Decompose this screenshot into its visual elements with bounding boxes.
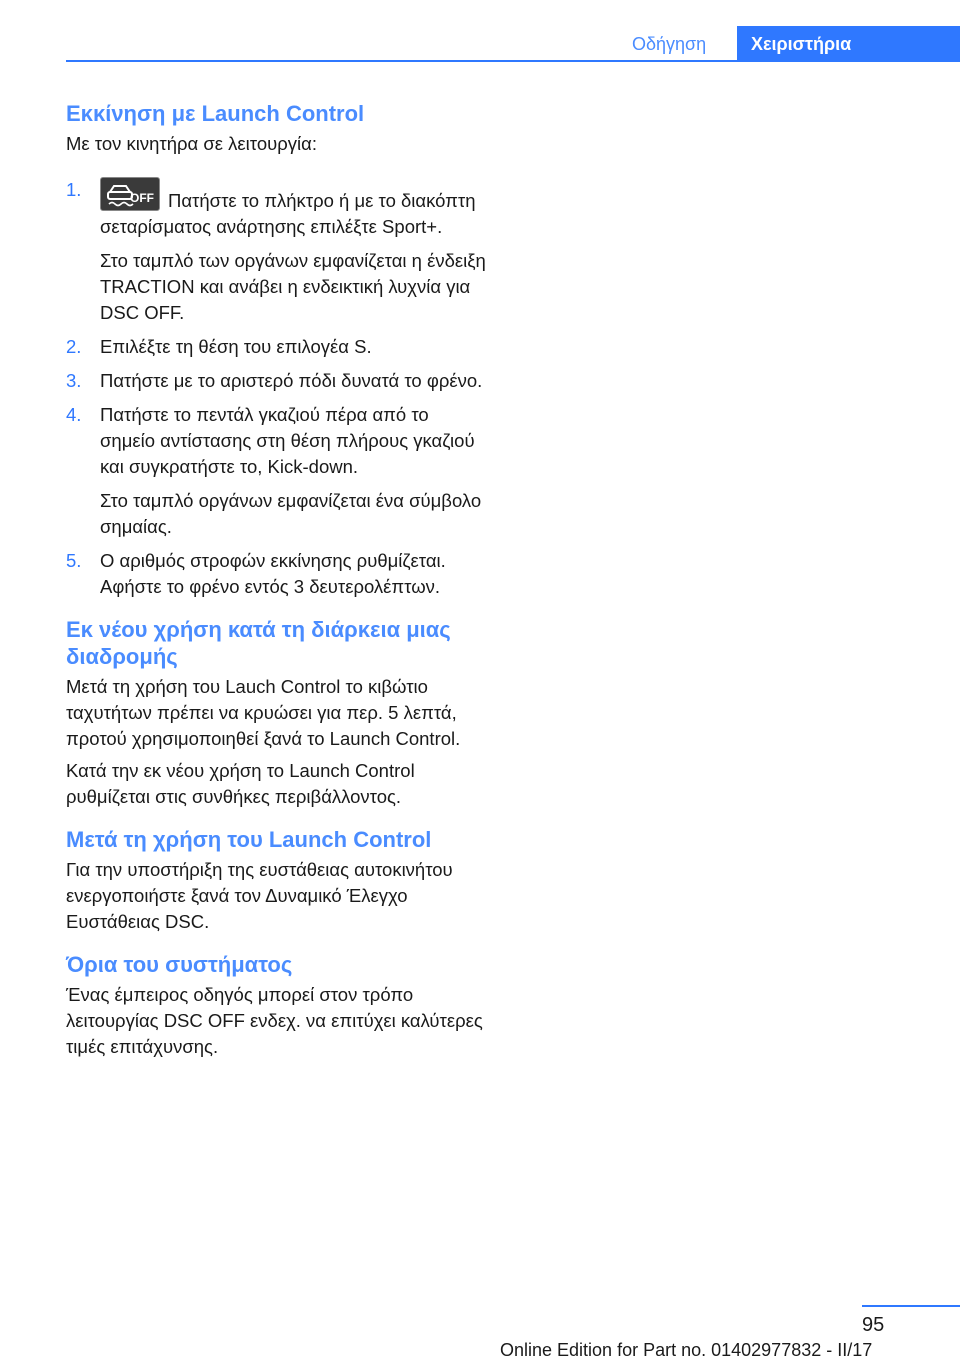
step-note: Στο ταμπλό οργάνων εμφανίζεται ένα σύμβολο σημαίας. xyxy=(100,490,482,537)
list-item xyxy=(66,334,486,360)
launch-steps-list xyxy=(66,177,486,600)
launch-start-intro: Με τον κινητήρα σε λειτουργία: xyxy=(66,133,317,154)
step-text: Πατήστε με το αριστερό πόδι δυνατά το φρένο. xyxy=(100,370,483,391)
step-number: 1. xyxy=(66,179,82,200)
step-number: 2. xyxy=(66,336,82,357)
launch-start-heading: Εκκίνηση με Launch Control xyxy=(66,101,365,126)
list-item xyxy=(66,368,486,394)
step-text: Πατήστε το πλήκτρο ή με το διακόπτη σεταρίσματος ανάρτησης επιλέξτε Sport+. xyxy=(100,190,476,237)
header-section-label: Οδήγηση xyxy=(632,34,707,54)
header-active-tab: Χειριστήρια xyxy=(737,26,960,62)
step-number: 3. xyxy=(66,370,82,391)
list-item xyxy=(66,402,486,540)
main-content xyxy=(66,100,486,1060)
list-item xyxy=(66,548,486,600)
header-divider xyxy=(66,60,960,62)
step-text: Πατήστε το πεντάλ γκαζιού πέρα από το σημείο αντίστασης στη θέση πλήρους γκαζιού και συγκρατήστε το, Kick-down. xyxy=(100,404,475,477)
step-text: Επιλέξτε τη θέση του επιλογέα S. xyxy=(100,336,372,357)
reuse-heading: Εκ νέου χρήση κατά τη διάρκεια μιας διαδρομής xyxy=(66,617,451,669)
step-number: 5. xyxy=(66,550,82,571)
step-text: Ο αριθμός στροφών εκκίνησης ρυθμίζεται. Αφήστε το φρένο εντός 3 δευτερολέπτων. xyxy=(100,550,446,597)
after-use-heading: Μετά τη χρήση του Launch Control xyxy=(66,827,432,852)
dsc-off-button-icon xyxy=(100,177,160,211)
limits-paragraph: Ένας έμπειρος οδηγός μπορεί στον τρόπο λειτουργίας DSC OFF ενδεχ. να επιτύχει καλύτερες τιμές επιτάχυνσης. xyxy=(66,984,483,1057)
footer-divider xyxy=(862,1305,960,1307)
list-item xyxy=(66,177,486,326)
after-use-paragraph: Για την υποστήριξη της ευστάθειας αυτοκινήτου ενεργοποιήστε ξανά τον Δυναμικό Έλεγχο Ευστάθειας DSC. xyxy=(66,859,453,932)
reuse-paragraph-2: Κατά την εκ νέου χρήση το Launch Control ρυθμίζεται στις συνθήκες περιβάλλοντος. xyxy=(66,760,415,807)
step-number: 4. xyxy=(66,404,82,425)
page-number: 95 xyxy=(862,1314,885,1336)
edition-footer: Online Edition for Part no. 01402977832 - II/17 xyxy=(500,1340,873,1360)
step-note: Στο ταμπλό των οργάνων εμφανίζεται η ένδειξη TRACTION και ανάβει η ενδεικτική λυχνία για DSC OFF. xyxy=(100,250,486,323)
reuse-paragraph-1: Μετά τη χρήση του Lauch Control το κιβώτιο ταχυτήτων πρέπει να κρυώσει για περ. 5 λεπτά, προτού χρησιμοποιηθεί ξανά το Launch Control. xyxy=(66,676,461,749)
off-label: OFF xyxy=(130,191,154,205)
limits-heading: Όρια του συστήματος xyxy=(66,952,293,977)
